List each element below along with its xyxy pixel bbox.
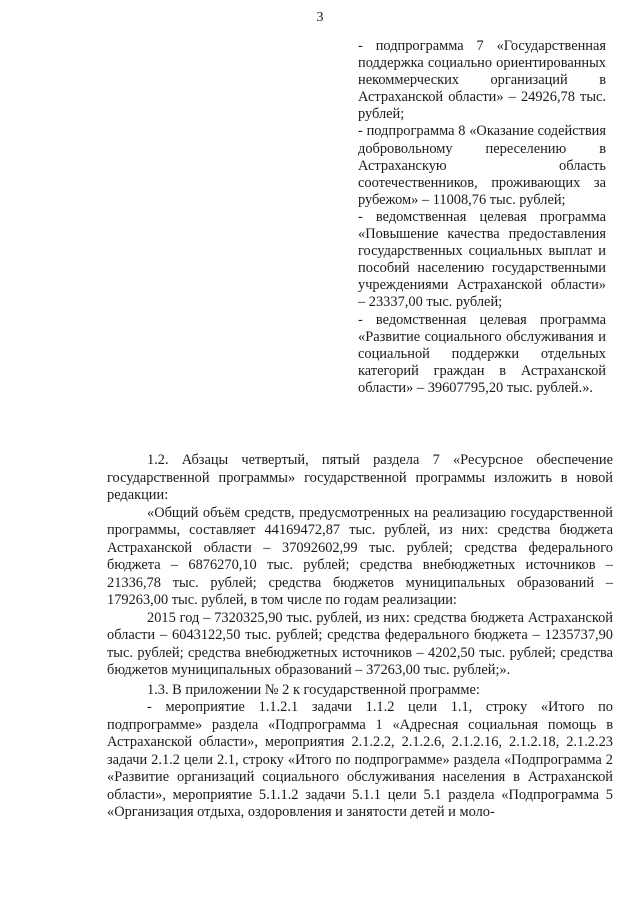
list-item-subprogram-8: - подпрограмма 8 «Оказание содействия добровольному переселению в Астраханскую область соотечественников, проживающих за рубежом» – 11008,76 тыс. рублей; [358,123,606,208]
list-item-subprogram-7: - подпрограмма 7 «Государственная поддержка социально ориентированных некоммерческих организаций в Астраханской области» – 24926,78 тыс. рублей; [358,38,606,123]
paragraph-total-funding: «Общий объём средств, предусмотренных на реализацию государственной программы, составляет 44169472,87 тыс. рублей, из них: средства бюджета Астраханской области – 37092602,99 тыс. рублей; средства федерального бюджета – 6876270,10 тыс. рублей; средства внебюджетных источников – 21336,78 тыс. рублей; средства бюджетов муниципальных образований – 179263,00 тыс. рублей, в том числе по годам реализации: [107,504,613,608]
paragraph-activities: - мероприятие 1.1.2.1 задачи 1.1.2 цели 1.1, строку «Итого по подпрограмме» раздела «Подпрограмма 1 «Адресная социальная помощь в Астраханской области», мероприятия 2.1.2.2, 2.1.2.6, 2.1.2.16, 2.1.2.18, 2.1.2.23 задачи 2.1.2 цели 2.1, строку «Итого по подпрограмме» раздела «Подпрограмма 2 «Развитие организаций социального обслуживания населения в Астраханской области», мероприятие 5.1.1.2 задачи 5.1.1 цели 5.1 раздела «Подпрограмма 5 «Организация отдыха, оздоровления и занятости детей и моло- [107,699,613,820]
paragraph-1-3: 1.3. В приложении № 2 к государственной программе: [147,681,480,698]
paragraph-2015: 2015 год – 7320325,90 тыс. рублей, из них: средства бюджета Астраханской области – 6043122,50 тыс. рублей; средства федерального бюджета – 1235737,90 тыс. рублей; средства внебюджетных источников – 4202,50 тыс. рублей; средства бюджетов муниципальных образований – 37263,00 тыс. рублей;». [107,609,613,678]
list-item-target-program-payments: - ведомственная целевая программа «Повышение качества предоставления государственных социальных выплат и пособий населению государственными учреждениями Астраханской области» – 23337,00 тыс. рублей; [358,208,606,311]
right-column-list [358,38,606,397]
body-text [107,452,613,822]
page-number: 3 [316,10,324,25]
list-item-target-program-social-service: - ведомственная целевая программа «Развитие социального обслуживания и социальной поддержки отдельных категорий граждан в Астраханской области» – 39607795,20 тыс. рублей.». [358,311,606,396]
paragraph-1-2: 1.2. Абзацы четвертый, пятый раздела 7 «Ресурсное обеспечение государственной программы» государственной программы изложить в новой редакции: [107,452,613,503]
